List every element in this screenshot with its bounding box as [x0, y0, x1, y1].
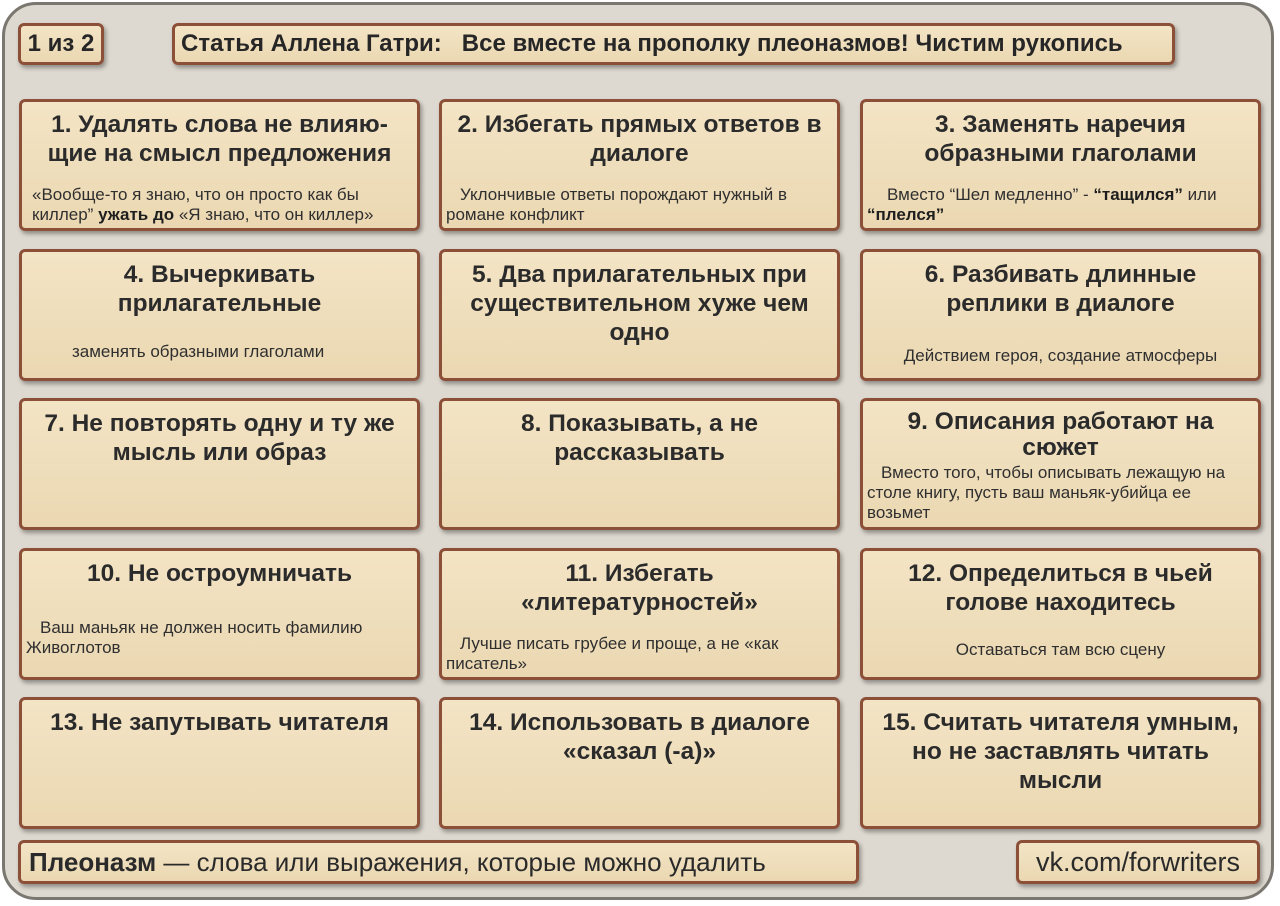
- tip-body-text: «Я знаю, что он киллер»: [174, 205, 374, 224]
- tip-card-3: [860, 99, 1261, 231]
- tip-body: Уклончивые ответы порождают нужный в романе конфликт: [446, 185, 788, 224]
- tip-card-10: [19, 548, 420, 680]
- tip-card-1: [19, 99, 420, 231]
- definition-text: — слова или выражения, которые можно удалить: [156, 846, 766, 877]
- tip-card-4: [19, 249, 420, 381]
- tip-heading: 7. Не повторять одну и ту же мысль или образ: [44, 410, 395, 466]
- tip-body: заменять образными глаголами: [72, 342, 325, 361]
- tip-heading: 11. Избегать «литературностей»: [521, 560, 758, 616]
- tip-heading: 15. Считать читателя умным, но не заставлять читать мысли: [882, 709, 1239, 794]
- tip-body: [32, 185, 413, 225]
- page-title: Статья Аллена Гатри: Все вместе на прополку плеоназмов! Чистим рукопись: [172, 23, 1175, 65]
- tip-card-2: [439, 99, 840, 231]
- tip-body-text: или: [1182, 185, 1217, 204]
- tip-card-14: [439, 697, 840, 829]
- tip-card-9: [860, 398, 1261, 530]
- tip-heading: 2. Избегать прямых ответов в диалоге: [457, 111, 822, 167]
- tip-card-6: [860, 249, 1261, 381]
- tip-body-text: «Вообще-то я знаю, что он просто как бы киллер”: [32, 185, 359, 224]
- tip-heading: 10. Не остроумничать: [86, 560, 353, 587]
- pleonasm-definition: [18, 840, 859, 884]
- tip-card-15: [860, 697, 1261, 829]
- tip-body: [867, 185, 1254, 225]
- page-indicator: 1 из 2: [18, 23, 104, 65]
- tip-body: Лучше писать грубее и проще, а не «как писатель»: [446, 634, 779, 673]
- definition-term: Плеоназм: [29, 846, 157, 877]
- tip-body: Действием героя, создание атмосферы: [903, 346, 1218, 365]
- tip-heading: 1. Удалять слова не влияю-щие на смысл предложения: [47, 111, 392, 167]
- tip-body: Оставаться там всю сцену: [955, 640, 1166, 659]
- tip-heading: 13. Не запутывать читателя: [50, 709, 389, 736]
- tip-heading: 3. Заменять наречия образными глаголами: [924, 111, 1197, 167]
- tip-body-emphasis: “плелся”: [867, 205, 945, 224]
- tip-heading: 5. Два прилагательных при существительном хуже чем одно: [470, 261, 809, 346]
- tip-heading: 4. Вычеркивать прилагательные: [117, 261, 322, 317]
- tip-card-13: [19, 697, 420, 829]
- tip-card-12: [860, 548, 1261, 680]
- tip-card-8: [439, 398, 840, 530]
- tip-heading: 12. Определиться в чьей голове находитесь: [908, 560, 1213, 616]
- tip-card-5: [439, 249, 840, 381]
- source-link[interactable]: vk.com/forwriters: [1016, 840, 1260, 884]
- tip-heading: 6. Разбивать длинные реплики в диалоге: [924, 261, 1197, 317]
- tip-heading: 9. Описания работают на сюжет: [907, 408, 1214, 461]
- tip-card-11: [439, 548, 840, 680]
- tip-body: Вместо того, чтобы описывать лежащую на столе книгу, пусть ваш маньяк-убийца ее возьмет: [867, 463, 1226, 522]
- tip-card-7: [19, 398, 420, 530]
- tip-body: Ваш маньяк не должен носить фамилию Живоглотов: [26, 618, 363, 657]
- tip-body-emphasis: “тащился”: [1093, 185, 1183, 204]
- tip-heading: 8. Показывать, а не рассказывать: [521, 410, 758, 466]
- tip-body-emphasis: ужать до: [93, 205, 175, 224]
- tip-body-text: Вместо “Шел медленно” -: [887, 185, 1094, 204]
- tip-heading: 14. Использовать в диалоге «сказал (-а)»: [469, 709, 810, 765]
